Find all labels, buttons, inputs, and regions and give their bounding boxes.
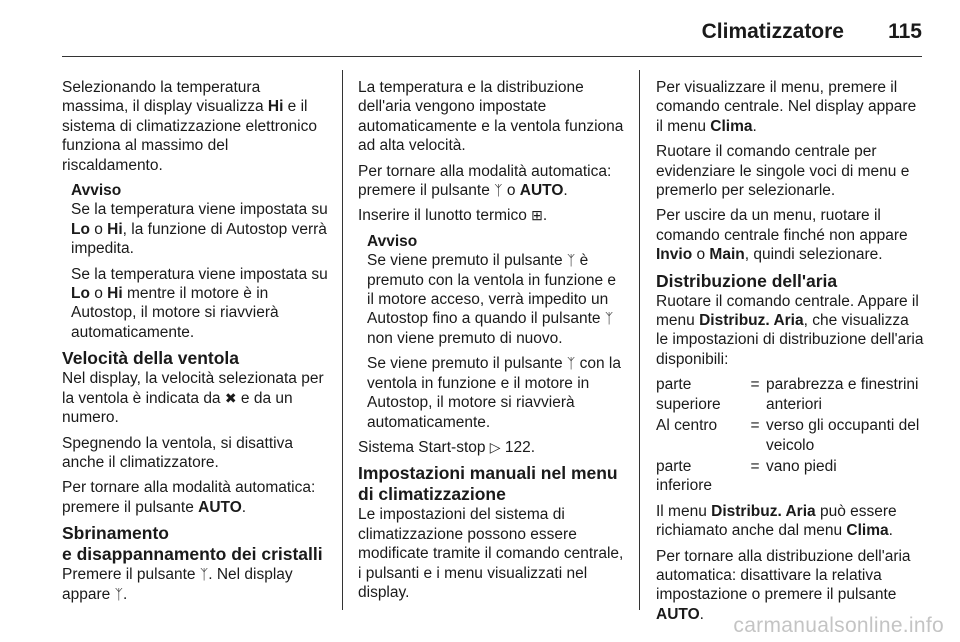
definition-row [656,416,924,455]
definition-term: parte inferiore [656,457,712,495]
definition-term: Al centro [656,417,718,435]
section-heading-manual-settings: Impostazioni manuali nel menu di climatizzazione [358,463,618,505]
page-number: 115 [888,20,922,43]
paragraph: Per tornare alla modalità automatica: premere il pulsante ᛉ o AUTO. [358,162,612,200]
paragraph: Per tornare alla modalità automatica: premere il pulsante AUTO. [62,479,316,516]
paragraph: Inserire il lunotto termico ⊞. [358,207,548,225]
column-divider [639,70,640,610]
fan-icon: ✖ [224,389,237,406]
definition-row [656,375,924,414]
paragraph: Le impostazioni del sistema di climatizzazione possono essere modificate tramite il comando centrale, i pulsanti e i menu visualizzati nel display. [358,506,624,601]
column-3 [656,78,924,630]
paragraph: Per visualizzare il menu, premere il comando centrale. Nel display appare il menu Clima. [656,79,917,135]
definition-equals: = [750,417,760,435]
column-divider [342,70,343,610]
definition-desc: vano piedi [766,457,837,475]
section-heading-air-distribution: Distribuzione dell'aria [656,270,838,291]
defrost-icon: ᛉ [199,566,209,583]
note-paragraph: Se viene premuto il pulsante ᛉ è premuto con la ventola in funzione e il motore acceso, verrà impedito un Autostop fino a quando il pulsante ᛉ non viene premuto di nuovo. [367,252,617,347]
note-heading: Avviso [367,232,418,250]
note-heading: Avviso [71,182,122,200]
paragraph: Ruotare il comando centrale per evidenziare le singole voci di menu e premerlo per selezionarle. [656,143,910,200]
paragraph: Per tornare alla distribuzione dell'aria automatica: disattivare la relativa impostazione o premere il pulsante AUTO. [656,547,911,623]
page-header [62,14,922,57]
defrost-icon: ᛉ [114,585,123,602]
page-title: Climatizzatore [701,20,844,43]
paragraph: Ruotare il comando centrale. Appare il menu Distribuz. Aria, che visualizza le impostazioni di distribuzione dell'aria disponibili: [656,292,924,368]
defrost-icon: ᛉ [566,355,576,372]
note-box [71,181,328,342]
paragraph: Per uscire da un menu, ruotare il comando centrale finché non appare Invio o Main, quindi selezionare. [656,207,908,264]
section-heading-fan-speed: Velocità della ventola [62,348,240,369]
note-box [367,232,624,432]
paragraph: Nel display, la velocità selezionata per la ventola è indicata da ✖ e da un numero. [62,370,324,427]
definition-equals: = [750,457,760,475]
watermark: carmanualsonline.info [733,614,944,637]
paragraph: Premere il pulsante ᛉ. Nel display appare ᛉ. [62,566,293,603]
note-paragraph: Se viene premuto il pulsante ᛉ con la ventola in funzione e il motore in Autostop, il motore si riavvierà automaticamente. [367,355,621,431]
column-1 [62,78,328,610]
cross-reference: Sistema Start-stop ▷ 122. [358,438,536,456]
definition-term: parte superiore [656,376,721,413]
definition-row [656,457,924,496]
definition-list [656,375,924,495]
rear-defrost-icon: ⊞ [531,207,543,224]
defrost-icon: ᛉ [494,182,503,199]
paragraph: La temperatura e la distribuzione dell'aria vengono impostate automaticamente e la ventola funziona ad alta velocità. [358,79,624,155]
column-2 [358,78,624,608]
note-paragraph: Se la temperatura viene impostata su Lo o Hi mentre il motore è in Autostop, il motore si riavvierà automaticamente. [71,265,328,341]
arrow-icon: ▷ [489,438,501,455]
defrost-icon: ᛉ [604,310,614,327]
definition-equals: = [750,376,760,394]
paragraph: Selezionando la temperatura massima, il display visualizza Hi e il sistema di climatizzazione elettronico funziona al massimo del riscaldamento. [62,79,317,174]
paragraph: Spegnendo la ventola, si disattiva anche il climatizzatore. [62,434,293,471]
definition-desc: verso gli occupanti del veicolo [766,417,920,454]
note-paragraph: Se la temperatura viene impostata su Lo o Hi, la funzione di Autostop verrà impedita. [71,201,328,258]
definition-desc: parabrezza e finestrini anteriori [766,376,919,413]
paragraph: Il menu Distribuz. Aria può essere richiamato anche dal menu Clima. [656,502,897,540]
section-heading-defrost: Sbrinamento e disappannamento dei cristalli [62,523,323,565]
defrost-icon: ᛉ [566,252,576,269]
